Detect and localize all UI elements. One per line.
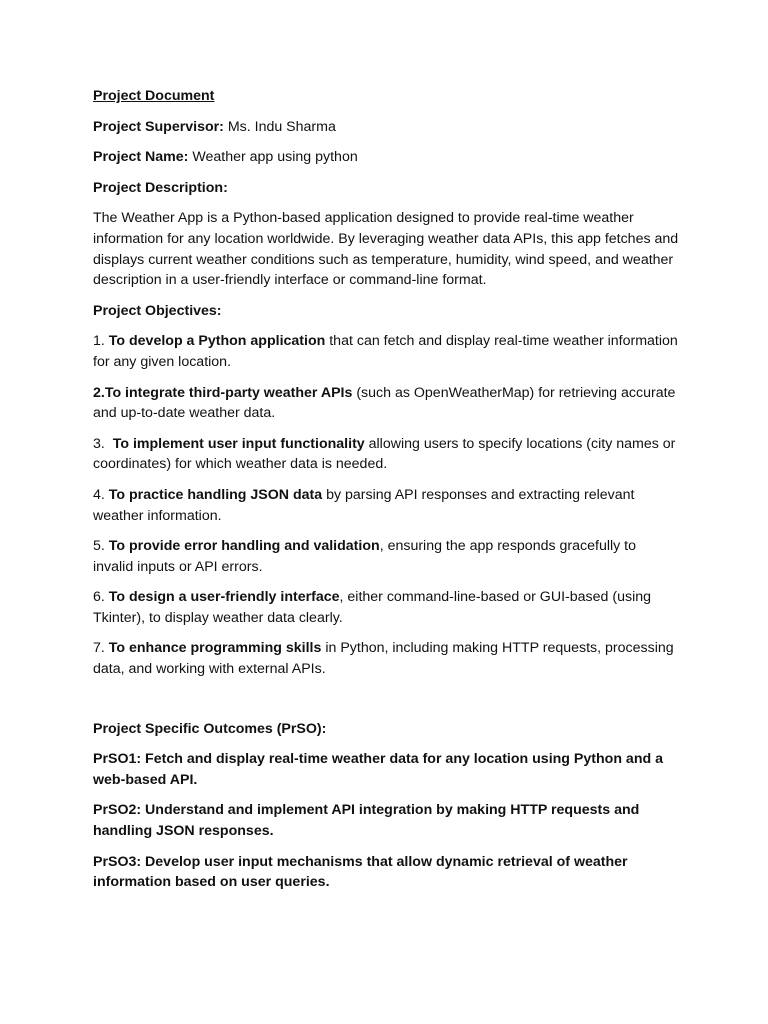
objective-text: (such as OpenWeatherMap) for retrieving accurate and up-to-date weather data. bbox=[93, 384, 676, 422]
objective-number: 4. bbox=[93, 486, 109, 503]
objective-number: 5. bbox=[93, 538, 109, 555]
objective-bold: To implement user input functionality bbox=[112, 435, 365, 452]
objective-item bbox=[93, 434, 680, 475]
objective-item bbox=[93, 638, 680, 679]
objective-number: 1. bbox=[93, 333, 109, 350]
description-text: The Weather App is a Python-based application designed to provide real-time weather information for any location worldwide. By leveraging weather data APIs, this app fetches and displays current weather conditions such as temperature, humidity, wind speed, and weather description in a user-friendly interface or command-line format. bbox=[93, 210, 679, 289]
section-spacer bbox=[93, 690, 680, 719]
outcomes-heading: Project Specific Outcomes (PrSO): bbox=[93, 720, 327, 737]
objective-item bbox=[93, 536, 680, 577]
objective-text: by parsing API responses and extracting relevant weather information. bbox=[93, 486, 635, 524]
objective-item bbox=[93, 587, 680, 628]
objective-text: that can fetch and display real-time weather information for any given location. bbox=[93, 333, 678, 370]
supervisor-label: Project Supervisor: bbox=[93, 118, 224, 135]
project-name-line bbox=[93, 147, 680, 168]
outcome-item: PrSO2: Understand and implement API integration by making HTTP requests and handling JSON responses. bbox=[93, 802, 640, 840]
objective-bold: To practice handling JSON data bbox=[108, 486, 323, 503]
objective-item bbox=[93, 485, 680, 526]
outcome-item: PrSO3: Develop user input mechanisms that allow dynamic retrieval of weather information based on user queries. bbox=[93, 853, 628, 891]
objective-text: , either command-line-based or GUI-based (using Tkinter), to display weather data clearly. bbox=[93, 589, 651, 626]
objective-bold: To design a user-friendly interface bbox=[108, 589, 340, 606]
objective-bold: 2.To integrate third-party weather APIs bbox=[93, 384, 353, 401]
objective-bold: To develop a Python application bbox=[108, 333, 326, 350]
objectives-heading: Project Objectives: bbox=[93, 302, 222, 319]
document-title: Project Document bbox=[93, 88, 215, 104]
objective-bold: To provide error handling and validation bbox=[108, 538, 380, 555]
objective-text: , ensuring the app responds gracefully to invalid inputs or API errors. bbox=[93, 538, 637, 575]
description-heading: Project Description: bbox=[93, 179, 228, 196]
project-name-label: Project Name: bbox=[93, 149, 189, 166]
outcome-item: PrSO1: Fetch and display real-time weather data for any location using Python and a web-based API. bbox=[93, 751, 663, 788]
objective-item bbox=[93, 331, 680, 372]
objective-number: 6. bbox=[93, 589, 109, 606]
objective-text: allowing users to specify locations (city names or coordinates) for which weather data is needed. bbox=[93, 435, 676, 473]
supervisor-line bbox=[93, 117, 680, 138]
objective-text: in Python, including making HTTP requests, processing data, and working with external APIs. bbox=[93, 640, 674, 678]
project-name-value: Weather app using python bbox=[188, 149, 358, 166]
objective-number: 7. bbox=[93, 640, 109, 657]
objective-item bbox=[93, 383, 680, 424]
objective-number: 3. bbox=[93, 435, 113, 452]
supervisor-value: Ms. Indu Sharma bbox=[223, 118, 336, 135]
objective-bold: To enhance programming skills bbox=[108, 640, 322, 657]
